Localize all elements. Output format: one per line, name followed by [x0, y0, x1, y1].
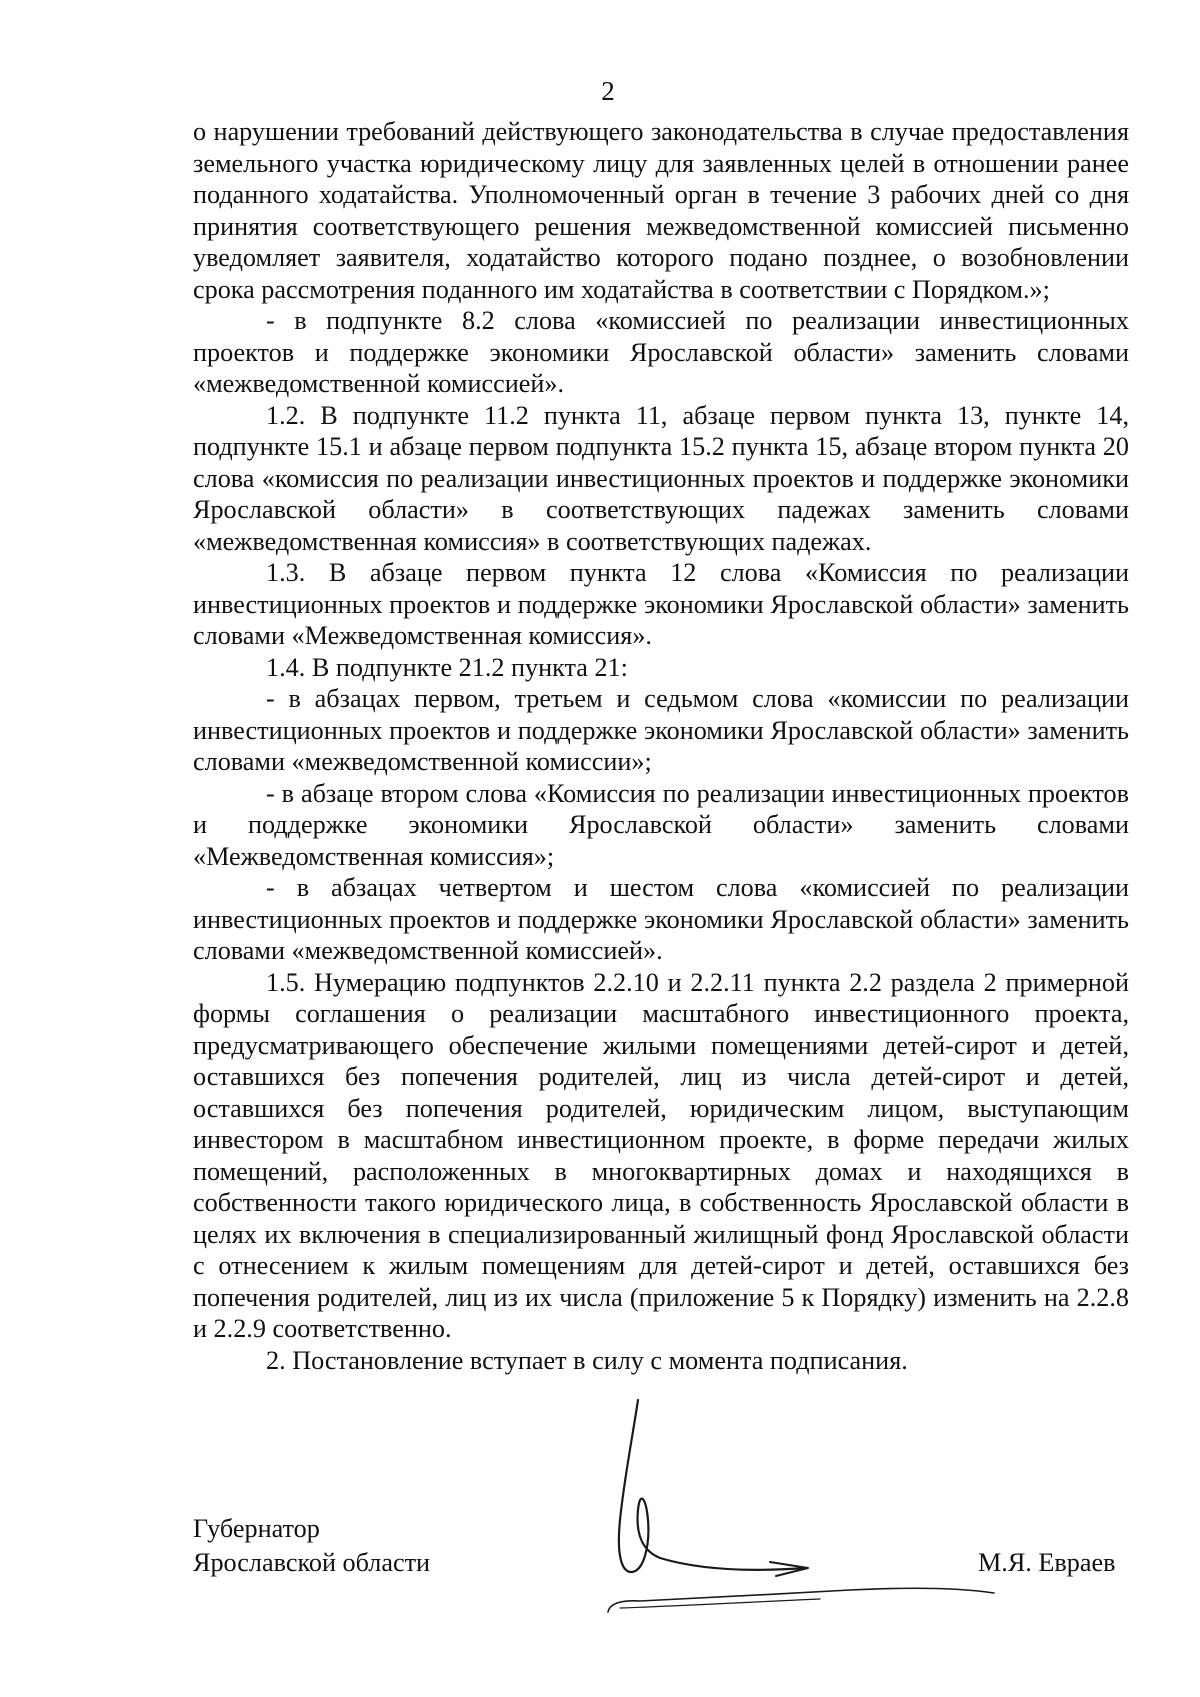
signatory-title	[193, 1512, 430, 1580]
paragraph: 1.3. В абзаце первом пункта 12 слова «Комиссия по реализации инвестиционных проектов и поддержке экономики Ярославской области» заменить словами «Межведомственная комиссия».	[193, 558, 1129, 650]
paragraph: - в подпункте 8.2 слова «комиссией по реализации инвестиционных проектов и поддержке экономики Ярославской области» заменить словами «межведомственной комиссией».	[193, 306, 1129, 398]
page-number: 2	[601, 76, 615, 106]
paragraph: 1.5. Нумерацию подпунктов 2.2.10 и 2.2.11 пункта 2.2 раздела 2 примерной формы соглашения о реализации масштабного инвестиционного проекта, предусматривающего обеспечение жилыми помещениями детей-сирот и детей, оставшихся без попечения родителей, лиц из числа детей-сирот и детей, оставшихся без попечения родителей, юридическим лицом, выступающим инвестором в масштабном инвестиционном проекте, в форме передачи жилых помещений, расположенных в многоквартирных домах и находящихся в собственности такого юридического лица, в собственность Ярославской области в целях их включения в специализированный жилищный фонд Ярославской области с отнесением к жилым помещениям для детей-сирот и детей, оставшихся без попечения родителей, лиц из их числа (приложение 5 к Порядку) изменить на 2.2.8 и 2.2.9 соответственно.	[193, 967, 1129, 1343]
signatory-title-line1: Губернатор	[193, 1514, 320, 1543]
paragraph: - в абзацах первом, третьем и седьмом слова «комиссии по реализации инвестиционных проектов и поддержке экономики Ярославской области» заменить словами «межведомственной комиссии»;	[193, 684, 1129, 776]
handwritten-signature	[580, 1380, 1050, 1630]
paragraph: 2. Постановление вступает в силу с момента подписания.	[266, 1345, 908, 1375]
paragraph: о нарушении требований действующего законодательства в случае предоставления земельного участка юридическому лицу для заявленных целей в отношении ранее поданного ходатайства. Уполномоченный орган в течение 3 рабочих дней со дня принятия соответствующего решения межведомственной комиссией письменно уведомляет заявителя, ходатайство которого подано позднее, о возобновлении срока рассмотрения поданного им ходатайства в соответствии с Порядком.»;	[193, 117, 1129, 304]
document-body	[193, 116, 1129, 1376]
signatory-name: М.Я. Евраев	[978, 1548, 1116, 1577]
paragraph: - в абзаце втором слова «Комиссия по реализации инвестиционных проектов и поддержке экономики Ярославской области» заменить словами «Межведомственная комиссия»;	[193, 778, 1129, 871]
paragraph: 1.4. В подпункте 21.2 пункта 21:	[266, 652, 628, 682]
paragraph: - в абзацах четвертом и шестом слова «комиссией по реализации инвестиционных проектов и поддержке экономики Ярославской области» заменить словами «межведомственной комиссией».	[193, 873, 1129, 965]
signatory-title-line2: Ярославской области	[193, 1548, 431, 1577]
paragraph: 1.2. В подпункте 11.2 пункта 11, абзаце первом пункта 13, пункте 14, подпункте 15.1 и абзаце первом подпункта 15.2 пункта 15, абзаце втором пункта 20 слова «комиссия по реализации инвестиционных проектов и поддержке экономики Ярославской области» в соответствующих падежах заменить словами «межведомственная комиссия» в соответствующих падежах.	[193, 400, 1129, 556]
